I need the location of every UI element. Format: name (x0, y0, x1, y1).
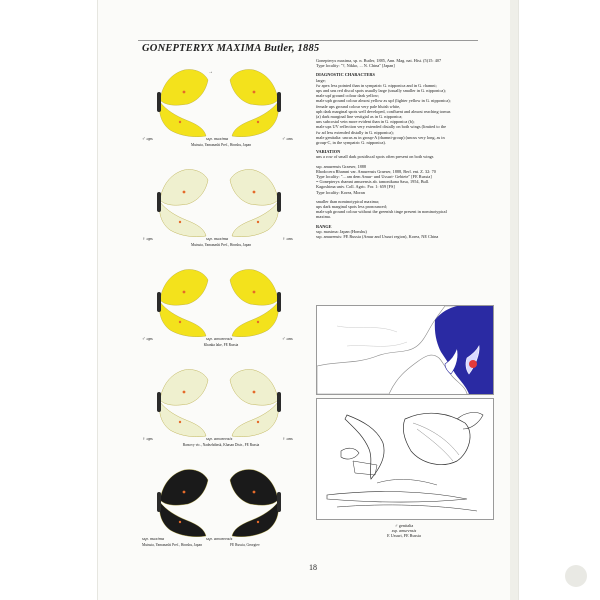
book-page (98, 0, 518, 600)
text-line: smaller than nominotypical maxima; (316, 198, 380, 204)
text-line: ssp. amurensis Graeser, 1888 (316, 163, 367, 169)
text-line: Rhodocera Rhamni var. Amurensis Graeser, 1888, Berl. ent. Z. 32: 70 (316, 168, 436, 174)
butterfly-specimen (150, 266, 210, 338)
text-line: male uph ground colour without the greenish tinge present in nominotypical (316, 209, 447, 215)
annotation-arrows: → (208, 70, 213, 75)
text-line: male genitalia: uncus as in group-A (rhamni-group) (uncus very long, as in (316, 134, 445, 140)
plate-row (142, 360, 300, 452)
butterfly-specimen (150, 466, 210, 538)
text-line: ssp. maxima: Japan (Honshu) (316, 228, 367, 234)
specimen-sex-label: ♀ ups (142, 436, 153, 441)
text-line: group-C, in the sympatric G. nipponica). (316, 140, 386, 146)
map-graphic (317, 306, 493, 394)
specimen-locality: Mutsuta, Yamanashi Pref., Honshu, Japan (191, 143, 251, 147)
genitalia-graphic (317, 399, 493, 519)
text-line: ups dark marginal spots less pronounced; (316, 204, 387, 210)
plate-row (142, 160, 300, 252)
specimen-locality-right: FE Russia, Georgiev (230, 543, 260, 547)
specimen-sex-label: ♀ uns (282, 436, 293, 441)
library-stamp (565, 565, 587, 587)
butterfly-specimen (150, 66, 210, 138)
comparison-list (316, 199, 491, 220)
specimen-locality: Mutsuta, Yamanashi Pref., Honshu, Japan (191, 243, 251, 247)
genitalia-caption-line: E Ussuri, FE Russia (387, 533, 421, 538)
plate-row (142, 60, 300, 152)
specimen-locality: Barsovy vic., Nadezhdinsk, Khasan Distr., FE Russia (182, 443, 260, 447)
species-title: GONEPTERYX MAXIMA Butler, 1885 (142, 43, 320, 54)
text-line: (a) dark marginal line vestigial as in G. nipponica; (316, 114, 403, 120)
diagnostic-heading: DIAGNOSTIC CHARACTERS (316, 72, 375, 78)
specimen-sex-label: ♂ ups (142, 136, 153, 141)
specimen-sex-label: ssp. maxima (142, 536, 165, 541)
subspecies-label: ssp. amurensis (206, 336, 233, 341)
genitalia-drawing (316, 398, 494, 520)
specimen-sex-label: ♀ ups (142, 236, 153, 241)
subspecies-label: ssp. maxima (206, 236, 229, 241)
diagnostic-list (316, 78, 491, 146)
specimen-sex-label: ♂ ups (142, 336, 153, 341)
synonymy-list (316, 164, 491, 195)
text-column (316, 58, 491, 239)
citation: Gonepteryx maxima, sp. n. Butler, 1885, Ann. Mag. nat. Hist. (5)15: 407 (316, 58, 442, 63)
text-line: fw apex less pointed than in sympatric G. nipponica and in G. rhamni; (316, 82, 437, 88)
text-line: uns subcostal vein more evident than in G. nipponica (b); (316, 119, 415, 125)
butterfly-specimen (228, 266, 288, 338)
specimen-sex-label: ♂ uns (282, 336, 293, 341)
type-locality: Type locality: "?, Nikko, ... N. China" [Japan] (316, 63, 395, 69)
text-line: Type locality: Korea, Moran (316, 189, 365, 195)
genitalia-caption (316, 523, 492, 538)
variation-text: uns a row of small dark postdiscal spots often present on both wings (316, 154, 434, 160)
specimen-sex-label: ♂ uns (282, 136, 293, 141)
genitalia-caption-line: ssp. amurensis (391, 528, 417, 533)
subspecies-label: ssp. amurensis (206, 436, 233, 441)
text-line: uph dark marginal spots well developed, confluent and almost reaching tornus (316, 108, 451, 114)
range-heading: RANGE (316, 223, 332, 229)
header-rule (138, 40, 478, 41)
text-line: female ups ground colour very pale bluish white, (316, 103, 401, 109)
butterfly-specimen (228, 166, 288, 238)
page-number: 18 (309, 563, 317, 572)
subspecies-label: ssp. amurensis (206, 536, 233, 541)
variation-heading: VARIATION (316, 149, 341, 155)
butterfly-specimen (228, 366, 288, 438)
page-spine (510, 0, 518, 600)
text-line: male upf ground colour dark yellow; (316, 93, 380, 99)
plate-row (142, 260, 300, 352)
text-line: fw ad less extended distally in G. nipponica); (316, 129, 394, 135)
butterfly-specimen (150, 366, 210, 438)
butterfly-specimen (150, 166, 210, 238)
text-line: ups and uns red discal spots usually large (usually smaller in G. nipponica); (316, 88, 446, 94)
genitalia-caption-line: ♂ genitalia (394, 523, 414, 528)
text-line: Kagoshima univ. Coll. Agric. For. 1: 659 [FS] (316, 184, 395, 190)
range-list (316, 229, 491, 239)
specimen-locality: Khanka lake, FE Russia (203, 343, 239, 347)
plate-row (142, 460, 300, 552)
text-line: Type locality: "... am dem Amur- und Ussuri- Gebiete" [FE Russia] (316, 174, 432, 180)
specimen-locality-left: Mutsuta, Yamanashi Pref., Honshu, Japan (142, 543, 202, 547)
butterfly-specimen (228, 466, 288, 538)
butterfly-specimen (228, 66, 288, 138)
specimen-sex-label: ♀ uns (282, 236, 293, 241)
type-locality-dot (469, 360, 477, 368)
subspecies-label: ssp. maxima (206, 136, 229, 141)
text-line: large; (316, 77, 326, 83)
distribution-map (316, 305, 494, 395)
text-line: male ups UV reflection very extended distally on both wings (limited to the (316, 124, 446, 130)
text-line: male uph ground colour almost yellow as upf (lighter yellow in G. nipponica); (316, 98, 451, 104)
text-line: = Gonepteryx rhamni amurensis ab. tamonikana Sasa, 1954, Bull. (316, 179, 430, 185)
text-line: maxima. (316, 214, 331, 220)
specimen-plate (142, 60, 300, 560)
text-line: ssp. amurensis: FE Russia (Amur and Ussuri region), Korea, NE China (316, 234, 439, 240)
specimen-locality (142, 543, 300, 547)
